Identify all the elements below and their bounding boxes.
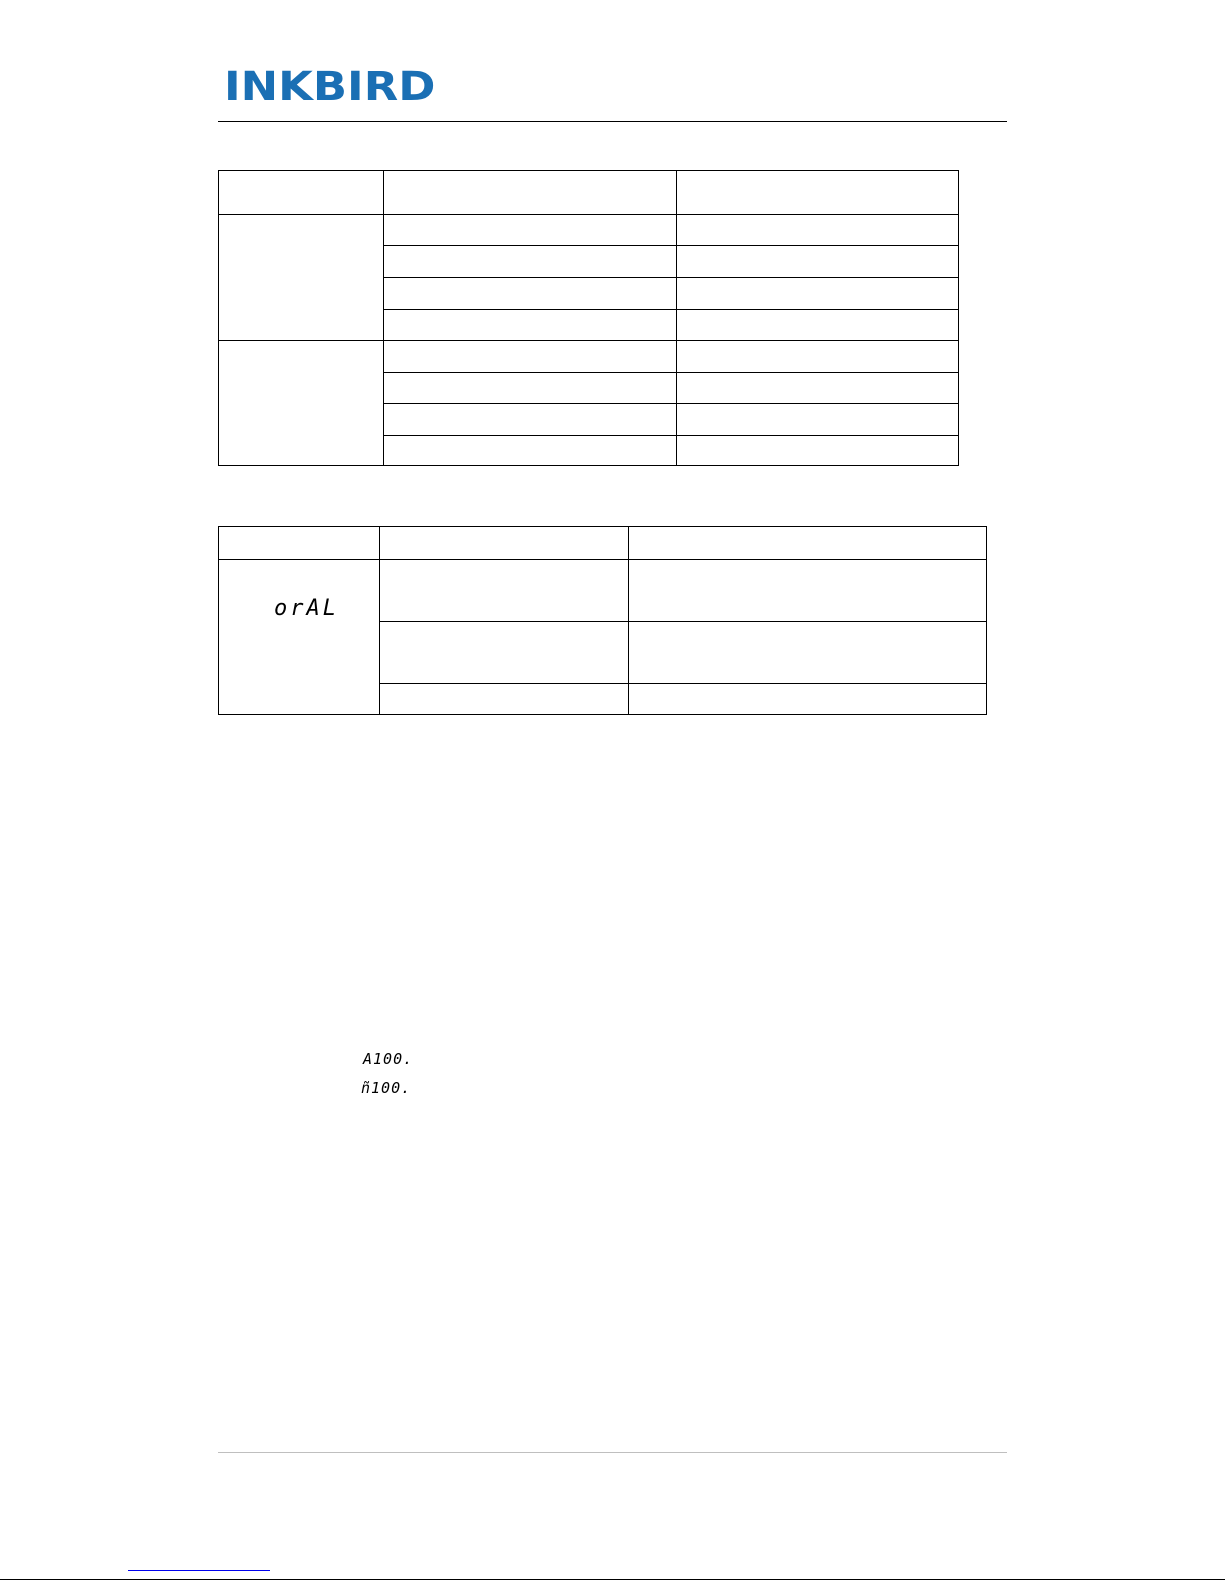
table-1-row-cell (676, 372, 959, 404)
table-1-header-cell (218, 170, 384, 215)
table-1-row-cell (383, 277, 677, 310)
segment-display-code: orAL (274, 596, 339, 621)
table-2-row-cell (628, 621, 987, 684)
table-2-row-cell (628, 683, 987, 715)
table-2-row-cell (379, 683, 629, 715)
segment-display-b: ñ100. (361, 1079, 412, 1097)
brand-logo-text: INKBIRD (224, 64, 436, 110)
footer-link-underline[interactable] (128, 1570, 270, 1571)
table-1-row-cell (676, 403, 959, 436)
table-1-row-cell (383, 309, 677, 341)
table-2-code-cell (218, 559, 380, 715)
footer-divider (218, 1452, 1007, 1453)
table-2-row-cell (628, 559, 987, 622)
inkbird-logo (224, 66, 444, 108)
table-1-row-cell (676, 435, 959, 466)
table-1-row-cell (383, 435, 677, 466)
table-2-row-cell (379, 621, 629, 684)
table-1-row-cell (383, 372, 677, 404)
table-1-row-cell (676, 309, 959, 341)
table-1-row-cell (383, 340, 677, 373)
table-1-row-cell (676, 214, 959, 246)
table-1-row-cell (676, 340, 959, 373)
page-bottom-rule (0, 1579, 1225, 1580)
table-1-row-cell (383, 245, 677, 278)
table-1-header-cell (383, 170, 677, 215)
table-2-header-cell (218, 526, 380, 560)
table-1-row-cell (676, 245, 959, 278)
table-1-row-cell (383, 214, 677, 246)
table-2-header-cell (379, 526, 629, 560)
segment-display-a: A100. (363, 1050, 414, 1068)
table-1-row-cell (383, 403, 677, 436)
table-2-header-cell (628, 526, 987, 560)
table-1-group-cell (218, 214, 384, 341)
table-1-header-cell (676, 170, 959, 215)
table-2-row-cell (379, 559, 629, 622)
header-divider (218, 121, 1007, 122)
table-1-row-cell (676, 277, 959, 310)
table-1-group-cell (218, 340, 384, 466)
